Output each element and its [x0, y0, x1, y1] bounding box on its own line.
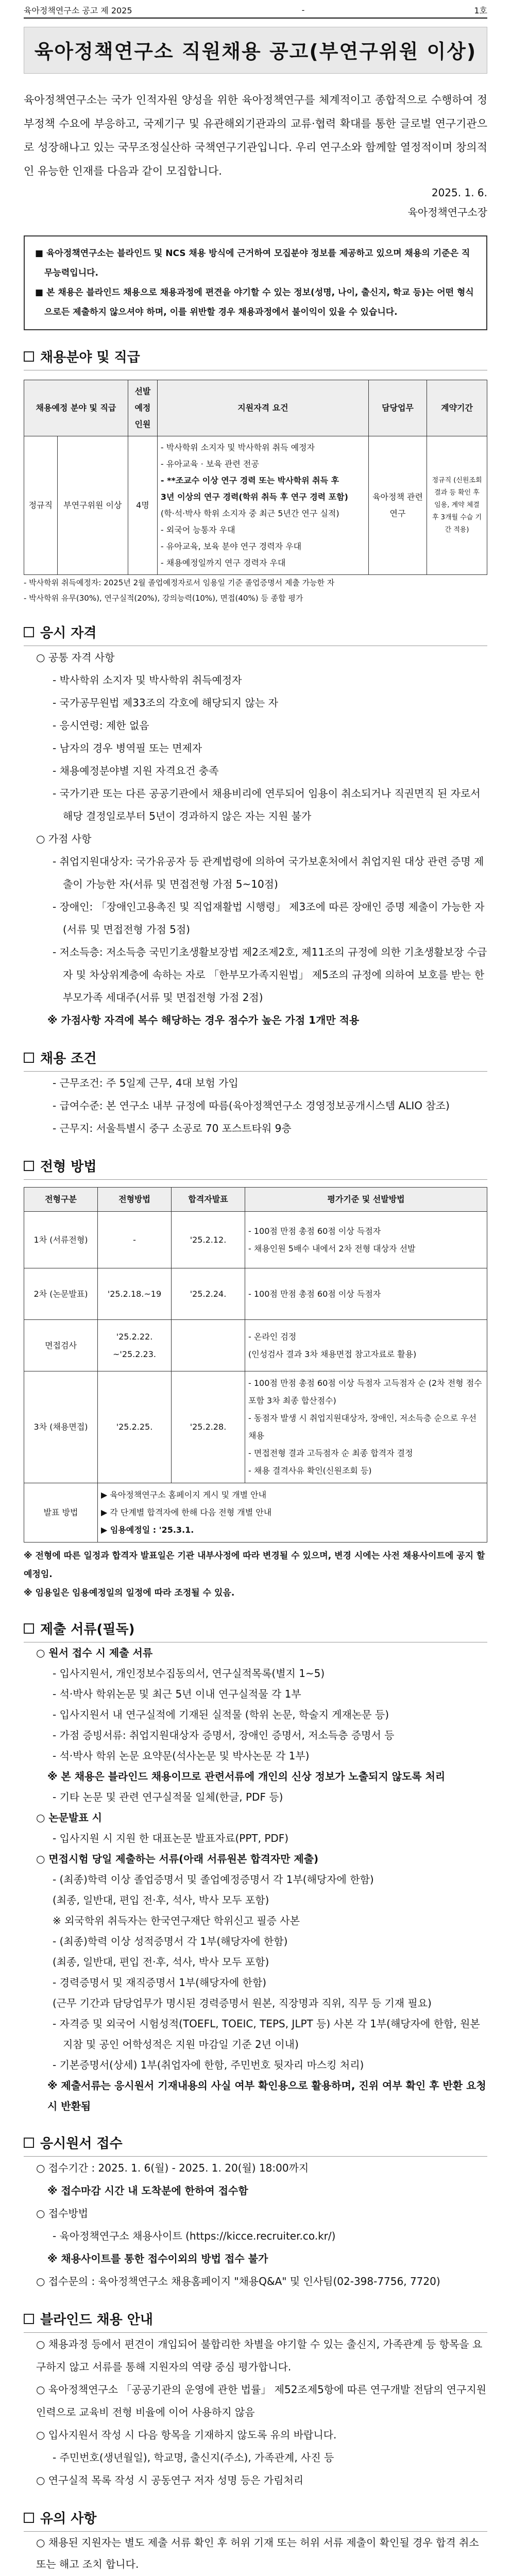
- cell-criteria: - 100점 만점 총점 60점 이상 득점자 고득점자 순 (2차 전형 점수 포함 3차 최종 합산점수) - 동점자 발생 시 취업지원대상자, 장애인, 저소득층 순으로 우선 채용 - 면접전형 결과 고득점자 순 최종 합격자 결정 - 채용 결격사유 확인(신원조회 등): [245, 1371, 487, 1483]
- bullet-item: (최종, 일반대, 편입 전·후, 석사, 박사 모두 포함): [53, 1894, 269, 1906]
- cell-stage: 3차 (채용면접): [24, 1371, 98, 1483]
- bullet-item: - 박사학위 소지자 및 박사학위 취득예정자: [53, 674, 242, 686]
- process-note: ※ 전형에 따른 일정과 합격자 발표일은 기관 내부사정에 따라 변경될 수 있으며, 변경 시에는 사전 채용사이트에 공지 할 예정임.: [24, 1551, 485, 1580]
- square-bullet-icon: [24, 351, 34, 362]
- section-header-blind: [24, 2307, 487, 2333]
- apply-body: [24, 2157, 487, 2293]
- section-title: 채용분야 및 직급: [40, 350, 140, 365]
- bullet-item: ○ 입사지원서 작성 시 다음 항목을 기재하지 않도록 유의 바랍니다.: [36, 2429, 337, 2441]
- cell-method: '25.2.22. ~'25.2.23.: [98, 1320, 172, 1371]
- th-field: 채용예정 분야 및 직급: [24, 380, 128, 436]
- th-announce: 합격자발표: [172, 1188, 245, 1212]
- bullet-item: (최종, 일반대, 편입 전·후, 석사, 박사 모두 포함): [53, 1956, 269, 1968]
- cell-announce: '25.2.24.: [172, 1268, 245, 1320]
- qualifications-body: [24, 646, 487, 1031]
- bullet-item: - 남자의 경우 병역필 또는 면제자: [53, 742, 202, 754]
- cell-stage: 면접검사: [24, 1320, 98, 1371]
- bullet-item: - 석·박사 학위논문 및 최근 5년 이내 연구실적물 각 1부: [53, 1688, 301, 1700]
- square-bullet-icon: [24, 1623, 34, 1634]
- table-row: [24, 1268, 487, 1320]
- bullet-item: - 장애인: 「장애인고용촉진 및 직업재활법 시행령」 제3조에 따른 장애인 증명 제출이 가능한 자(서류 및 면접전형 가점 5점): [53, 901, 485, 936]
- header-num: 1호: [474, 5, 487, 15]
- bullet-heading: ○ 접수기간 : 2025. 1. 6(월) - 2025. 1. 20(월) 18:00까지: [36, 2162, 309, 2174]
- cell-announce-label: 발표 방법: [24, 1483, 98, 1543]
- bullet-heading: ○ 공통 자격 사항: [36, 651, 115, 664]
- bullet-heading: ○ 접수문의 : 육아정책연구소 채용홈페이지 "채용Q&A" 및 인사팀(02-398-7756, 7720): [36, 2275, 440, 2287]
- bullet-heading: ○ 면접시험 당일 제출하는 서류(아래 서류원본 합격자만 제출): [36, 1853, 319, 1865]
- header-sep: -: [301, 5, 305, 15]
- notice-item: ■ 본 채용은 블라인드 채용으로 채용과정에 편견을 야기할 수 있는 정보(성명, 나이, 출신지, 학교 등)는 어떤 형식으로든 제출하지 않으셔야 하며, 이를 위반할 경우 채용과정에서 불이익이 있을 수 있습니다.: [35, 287, 474, 317]
- bullet-item: - 자격증 및 외국어 시험성적(TOEFL, TOEIC, TEPS, JLPT 등) 사본 각 1부(해당자에 한함, 원본 지참 및 공인 어학성적은 지원 마감일 기준 2년 이내): [53, 2018, 480, 2050]
- cell-reqs: [157, 436, 368, 575]
- section-title: 블라인드 채용 안내: [40, 2312, 154, 2328]
- bullet-item: - 급여수준: 본 연구소 내부 규정에 따름(육아정책연구소 경영정보공개시스템 ALIO 참조): [53, 1099, 450, 1112]
- bullet-item: ○ 채용과정 등에서 편견이 개입되어 불합리한 차별을 야기할 수 있는 출신지, 가족관계 등 항목을 요구하지 않고 서류를 통해 지원자의 역량 중심 평가합니다.: [36, 2338, 483, 2373]
- bullet-item: ○ 육아정책연구소 「공공기관의 운영에 관한 법률」 제52조제5항에 따른 연구개발 전담의 연구지원인력으로 교육비 전형 비율에 이어 사용하지 않음: [36, 2383, 487, 2418]
- cell-stage: 2차 (논문발표): [24, 1268, 98, 1320]
- announce-item: ▶ 각 단계별 합격자에 한해 다음 전형 개별 안내: [101, 1507, 272, 1517]
- section-header-conditions: [24, 1046, 487, 1072]
- th-duty: 담당업무: [369, 380, 427, 436]
- cell-count: 4명: [128, 436, 157, 575]
- intro-paragraph: 육아정책연구소는 국가 인적자원 양성을 위한 육아정책연구를 체계적이고 종합적으로 수행하여 정부정책 수요에 부응하고, 국제기구 및 유관해외기관과의 교류·협력 확대를 통한 글로벌 연구기관으로 성장해나고 있는 국무조정실산하 국책연구기관입니다. 우리 연구소와 함께할 열정적이며 창의적인 유능한 인재를 다음과 같이 모집합니다.: [24, 94, 487, 177]
- section-header-caution: [24, 2506, 487, 2532]
- bullet-item: - 근무조건: 주 5일제 근무, 4대 보험 가입: [53, 1077, 239, 1089]
- bullet-heading: ○ 접수방법: [36, 2207, 89, 2219]
- warning-note: ※ 가점사항 자격에 복수 해당하는 경우 점수가 높은 가점 1개만 적용: [47, 1014, 360, 1026]
- square-bullet-icon: [24, 2138, 34, 2148]
- cell-duty: 육아정책 관련 연구: [369, 436, 427, 575]
- table-footnote: - 박사학위 유무(30%), 연구실적(20%), 강의능력(10%), 면접(40%) 등 종합 평가: [24, 594, 303, 603]
- conditions-body: [24, 1072, 487, 1140]
- apply-link[interactable]: - 육아정책연구소 채용사이트 (https://kicce.recruiter.co.kr/): [53, 2230, 336, 2242]
- req-line: - 채용예정일까지 연구 경력자 우대: [160, 558, 286, 568]
- cell-announce: '25.2.28.: [172, 1371, 245, 1483]
- table-row: [24, 1483, 487, 1543]
- req-line: (학·석·박사 학위 소지자 중 최근 5년간 연구 실적): [160, 509, 339, 518]
- positions-table: [24, 380, 487, 575]
- announce-org: 육아정책연구소장: [407, 206, 487, 218]
- cell-method: '25.2.18.~19: [98, 1268, 172, 1320]
- warning-note: ※ 채용사이트를 통한 접수이외의 방법 접수 불가: [47, 2252, 268, 2265]
- req-line: - 유아교육 · 보육 관련 전공: [160, 459, 259, 469]
- bullet-item: - 국가기관 또는 다른 공공기관에서 채용비리에 연루되어 임용이 취소되거나 직권면직 된 자로서 해당 결정일로부터 5년이 경과하지 않은 자는 지원 불가: [53, 787, 481, 822]
- cell-criteria: - 100점 만점 총점 60점 이상 득점자 - 채용인원 5배수 내에서 2차 전형 대상자 선발: [245, 1212, 487, 1268]
- warning-note: ※ 본 채용은 블라인드 채용이므로 관련서류에 개인의 신상 정보가 노출되지 않도록 처리: [47, 1770, 446, 1783]
- cell-announce: '25.2.12.: [172, 1212, 245, 1268]
- notice-item: ■ 육아정책연구소는 블라인드 및 NCS 채용 방식에 근거하여 모집분야 정보를 제공하고 있으며 채용의 기준은 직무능력입니다.: [35, 248, 470, 278]
- announce-date: 2025. 1. 6.: [431, 187, 487, 199]
- th-period: 계약기간: [427, 380, 487, 436]
- cell-period: 정규직 (신원조회 결과 등 확인 후 임용, 계약 체결 후 3개월 수습 기간 적용): [427, 436, 487, 575]
- table-row: [24, 1320, 487, 1371]
- process-note: ※ 임용일은 임용예정일의 일정에 따라 조정될 수 있음.: [24, 1588, 235, 1598]
- req-line: - **조교수 이상 연구 경력 또는 박사학위 취득 후: [160, 476, 339, 485]
- blind-body: [24, 2333, 487, 2492]
- th-method: 전형방법: [98, 1188, 172, 1212]
- bullet-item: - (최종)학력 이상 성적증명서 각 1부(해당자에 한함): [53, 1935, 288, 1947]
- cell-grade: 정규직: [24, 436, 58, 575]
- bullet-item: - 근무지: 서울특별시 중구 소공로 70 포스트타워 9층: [53, 1122, 292, 1134]
- square-bullet-icon: [24, 627, 34, 637]
- doc-header: [24, 0, 487, 18]
- bullet-item: - (최종)학력 이상 졸업증명서 및 졸업예정증명서 각 1부(해당자에 한함): [53, 1873, 374, 1886]
- section-header-qualifications: [24, 620, 487, 646]
- table-row: [24, 1371, 487, 1483]
- bullet-item: - 저소득층: 저소득층 국민기초생활보장법 제2조제2호, 제11조의 규정에 의한 기초생활보장 수급자 및 차상위계층에 속하는 자로 「한부모가족지원법」 제5조의 규정에 의하여 보호를 받는 한부모가족 세대주(서류 및 면접전형 가점 2점): [53, 946, 487, 1004]
- th-count: 선발 예정 인원: [128, 380, 157, 436]
- bullet-item: - 취업지원대상자: 국가유공자 등 관계법령에 의하여 국가보훈처에서 취업지원 대상 관련 증명 제출이 가능한 자(서류 및 면접전형 가점 5~10점): [53, 855, 484, 890]
- blind-notice-box: [24, 235, 487, 330]
- bullet-item: - 입사지원서, 개인정보수집동의서, 연구실적목록(별지 1~5): [53, 1667, 325, 1680]
- bullet-item: ○ 연구실적 목록 작성 시 공동연구 저자 성명 등은 가림처리: [36, 2474, 304, 2486]
- documents-body: [24, 1642, 487, 2116]
- header-left: 육아정책연구소 공고 제 2025: [24, 5, 132, 15]
- page-title: 육아정책연구소 직원채용 공고(부연구위원 이상): [24, 27, 487, 74]
- bullet-item: - 입사지원서 내 연구실적에 기재된 실적물 (학위 논문, 학술지 게재논문 등): [53, 1708, 389, 1721]
- section-title: 전형 방법: [40, 1159, 97, 1175]
- req-line: 3년 이상의 연구 경력(학위 취득 후 연구 경력 포함): [160, 492, 348, 502]
- req-line: - 외국어 능통자 우대: [160, 525, 235, 535]
- cell-method: '25.2.25.: [98, 1371, 172, 1483]
- section-title: 유의 사항: [40, 2511, 97, 2527]
- bullet-item: - 주민번호(생년월일), 학교명, 출신지(주소), 가족관계, 사진 등: [53, 2451, 334, 2464]
- bullet-item: - 가점 증빙서류: 취업지원대상자 증명서, 장애인 증명서, 저소득층 증명서 등: [53, 1729, 395, 1741]
- bullet-item: - 석·박사 학위 논문 요약문(석사논문 및 박사논문 각 1부): [53, 1750, 310, 1762]
- section-title: 응시원서 접수: [40, 2136, 123, 2151]
- table-footnote: - 박사학위 취득예정자: 2025년 2월 졸업예정자로서 임용일 기준 졸업증명서 제출 가능한 자: [24, 578, 335, 587]
- bullet-item: - 기타 논문 및 관련 연구실적물 일체(한글, PDF 등): [53, 1791, 283, 1803]
- process-table: [24, 1187, 487, 1543]
- req-line: - 유아교육, 보육 분야 연구 경력자 우대: [160, 541, 302, 551]
- th-reqs: 지원자격 요건: [157, 380, 368, 436]
- bullet-heading: ○ 원서 접수 시 제출 서류: [36, 1647, 153, 1659]
- section-header-positions: [24, 345, 487, 370]
- table-row: [24, 1212, 487, 1268]
- square-bullet-icon: [24, 1053, 34, 1063]
- bullet-item: ○ 채용된 지원자는 별도 제출 서류 확인 후 허위 기재 또는 허위 서류 제출이 확인될 경우 합격 취소 또는 해고 조치 합니다.: [36, 2536, 479, 2570]
- section-title: 응시 자격: [40, 625, 97, 641]
- section-header-apply: [24, 2131, 487, 2157]
- cell-announce: [172, 1320, 245, 1371]
- bullet-item: - 입사지원 시 지원 한 대표논문 발표자료(PPT, PDF): [53, 1832, 289, 1844]
- caution-body: [24, 2532, 487, 2576]
- header-divider: [24, 18, 487, 19]
- table-row: [24, 436, 487, 575]
- cell-criteria: - 100점 만점 총점 60점 이상 득점자: [245, 1268, 487, 1320]
- cell-method: -: [98, 1212, 172, 1268]
- bullet-item: - 채용예정분야별 지원 자격요건 충족: [53, 765, 219, 777]
- bullet-item: ※ 외국학위 취득자는 한국연구재단 학위신고 필증 사본: [53, 1914, 300, 1927]
- square-bullet-icon: [24, 2314, 34, 2324]
- square-bullet-icon: [24, 2513, 34, 2523]
- square-bullet-icon: [24, 1161, 34, 1171]
- th-stage: 전형구분: [24, 1188, 98, 1212]
- bullet-item: (근무 기간과 담당업무가 명시된 경력증명서 원본, 직장명과 직위, 직무 등 기재 필요): [53, 1997, 432, 2009]
- bullet-heading: ○ 가점 사항: [36, 833, 92, 845]
- bullet-item: - 기본증명서(상세) 1부(취업자에 한함, 주민번호 뒷자리 마스킹 처리): [53, 2059, 364, 2071]
- cell-stage: 1차 (서류전형): [24, 1212, 98, 1268]
- warning-note: ※ 접수마감 시간 내 도착분에 한하여 접수함: [47, 2184, 248, 2197]
- process-notes: [24, 1547, 487, 1602]
- bullet-item: - 경력증명서 및 재직증명서 1부(해당자에 한함): [53, 1976, 267, 1989]
- cell-criteria: - 온라인 검정 (인성검사 결과 3차 채용면접 참고자료로 활용): [245, 1320, 487, 1371]
- warning-note: ※ 제출서류는 응시원서 기재내용의 사실 여부 확인용으로 활용하며, 진위 여부 확인 후 반환 요청 시 반환됨: [47, 2079, 486, 2112]
- th-criteria: 평가기준 및 선발방법: [245, 1188, 487, 1212]
- cell-announce-method: [98, 1483, 487, 1543]
- section-header-process: [24, 1154, 487, 1180]
- bullet-heading: ○ 논문발표 시: [36, 1811, 102, 1824]
- bullet-item: - 국가공무원법 제33조의 각호에 해당되지 않는 자: [53, 697, 278, 709]
- bullet-item: - 응시연령: 제한 없음: [53, 719, 149, 732]
- section-title: 제출 서류(필독): [40, 1622, 135, 1637]
- section-title: 채용 조건: [40, 1051, 97, 1066]
- announce-item: ▶ 임용예정일 : '25.3.1.: [101, 1525, 194, 1535]
- announce-item: ▶ 육아정책연구소 홈페이지 게시 및 개별 안내: [101, 1490, 267, 1500]
- section-header-documents: [24, 1617, 487, 1642]
- req-line: - 박사학위 소지자 및 박사학위 취득 예정자: [160, 443, 315, 452]
- cell-field: 부연구위원 이상: [57, 436, 128, 575]
